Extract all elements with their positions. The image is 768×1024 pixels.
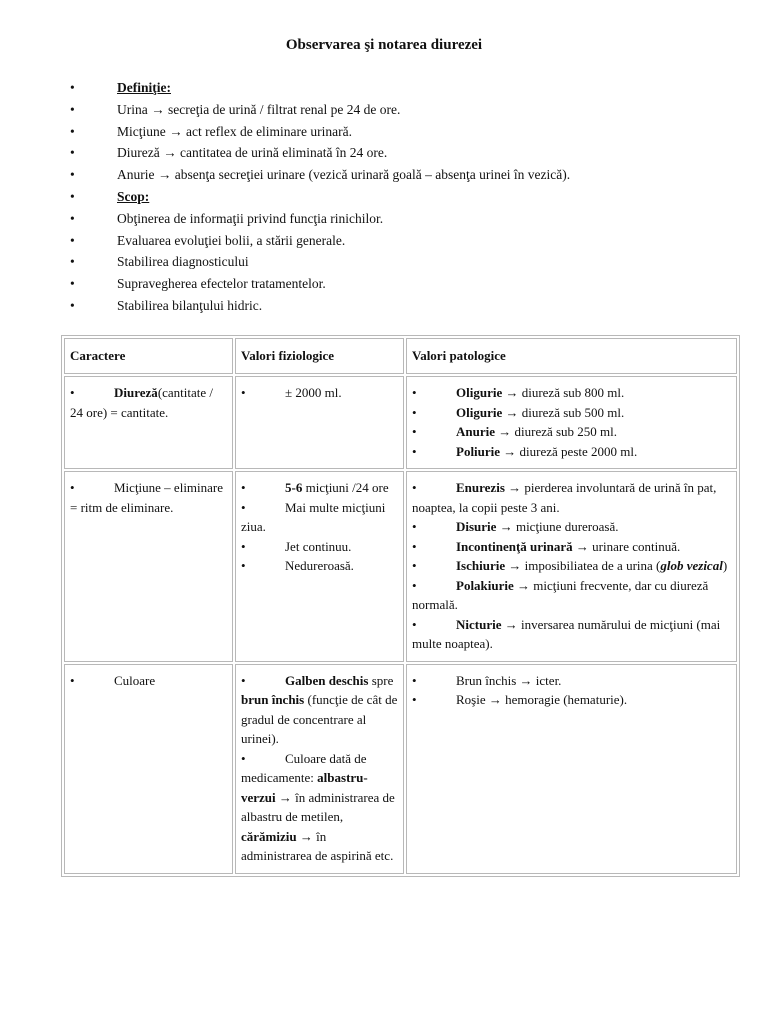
bullet-icon: •	[241, 558, 246, 573]
bullet-icon: •	[412, 519, 417, 534]
cell-text: )	[722, 558, 728, 573]
cell-list-item	[70, 383, 227, 422]
list-item	[70, 142, 570, 164]
cell-text: → diureză sub 800 ml.	[502, 385, 625, 400]
table-cell	[64, 471, 233, 662]
section-heading: Scop:	[117, 188, 150, 204]
cell-text: → pierderea involuntară de urină în pat, noaptea, la copii peste 3 ani.	[412, 480, 717, 515]
table-cell	[235, 664, 404, 874]
cell-list-item	[70, 478, 227, 517]
list-item	[70, 208, 570, 230]
cell-text: Disurie	[456, 519, 497, 534]
cell-text: Culoare	[114, 672, 156, 688]
section-heading-item	[70, 77, 570, 99]
bullet-icon: •	[412, 558, 417, 573]
bullet-icon: •	[70, 232, 75, 248]
bullet-icon: •	[241, 750, 246, 766]
diureza-table	[61, 335, 740, 877]
cell-text: → micţiuni frecvente, dar cu diureză normală.	[412, 577, 709, 612]
header-valori-fiziologice: Valori fiziologice	[235, 338, 404, 374]
list-item-text: Supravegherea efectelor tratamentelor.	[117, 276, 326, 292]
cell-text: → diureză sub 250 ml.	[495, 424, 618, 439]
list-item	[70, 230, 570, 252]
cell-list-item	[412, 556, 731, 576]
cell-list-item	[70, 671, 227, 691]
cell-list-item	[412, 517, 731, 537]
list-item	[70, 121, 570, 143]
list-item-text: Urina → secreţia de urină / filtrat renal pe 24 de ore.	[117, 101, 401, 117]
header-caractere: Caractere	[64, 338, 233, 374]
bullet-icon: •	[412, 443, 417, 459]
cell-text: → diureză peste 2000 ml.	[500, 443, 638, 459]
bullet-icon: •	[70, 254, 75, 270]
bullet-icon: •	[412, 404, 417, 420]
cell-text: Nedureroasă.	[285, 558, 354, 573]
cell-text: → imposibiliatea de a urina (	[505, 558, 661, 573]
bullet-icon: •	[70, 167, 75, 183]
bullet-icon: •	[241, 385, 246, 400]
cell-text: Anurie	[456, 424, 495, 439]
list-item	[70, 251, 570, 273]
table-cell	[406, 664, 737, 874]
cell-text: Incontinenţă urinară	[456, 538, 573, 554]
cell-text: albastru-verzui	[241, 770, 368, 805]
cell-list-item	[412, 383, 731, 403]
section-heading-item	[70, 186, 570, 208]
list-item-text: Stabilirea diagnosticului	[117, 254, 249, 270]
table-cell	[235, 376, 404, 469]
table-row-diureza	[64, 376, 737, 469]
cell-text: Ischiurie	[456, 558, 506, 573]
cell-text: Micţiune – eliminare = ritm de eliminare.	[70, 480, 224, 515]
table-cell	[235, 471, 404, 662]
cell-list-item	[412, 537, 731, 557]
table-header-row	[64, 338, 737, 374]
cell-text: Brun închis → icter.	[456, 672, 562, 688]
cell-list-item	[412, 442, 731, 462]
cell-text: Jet continuu.	[285, 538, 352, 554]
cell-text: Oligurie	[456, 385, 503, 400]
cell-text: Polakiurie	[456, 577, 514, 593]
list-item-text: Diureză → cantitatea de urină eliminată în 24 ore.	[117, 145, 388, 161]
table-cell	[406, 376, 737, 469]
bullet-icon: •	[70, 101, 75, 117]
bullet-icon: •	[70, 672, 75, 688]
bullet-icon: •	[70, 276, 75, 292]
cell-text: brun închis	[241, 692, 305, 707]
list-item-text: Stabilirea bilanţului hidric.	[117, 297, 263, 313]
list-item	[70, 295, 570, 317]
cell-text: cărămiziu	[241, 828, 297, 844]
bullet-icon: •	[70, 210, 75, 226]
bullet-icon: •	[70, 297, 75, 313]
cell-list-item	[241, 478, 398, 498]
cell-text: Mai multe micţiuni ziua.	[241, 499, 386, 534]
bullet-icon: •	[70, 385, 75, 400]
list-item	[70, 273, 570, 295]
document-title: Observarea şi notarea diurezei	[285, 37, 483, 53]
list-item-text: Evaluarea evoluţiei bolii, a stării generale.	[117, 232, 346, 248]
cell-text: glob vezical	[660, 558, 723, 573]
table-row-culoare	[64, 664, 737, 874]
table-cell	[64, 664, 233, 874]
bullet-icon: •	[241, 538, 246, 554]
cell-list-item	[412, 422, 731, 442]
cell-text: → diureză sub 500 ml.	[502, 404, 625, 420]
cell-text: Poliurie	[456, 443, 501, 459]
section-heading: Definiţie:	[117, 80, 171, 95]
list-item-text: Obţinerea de informaţii privind funcţia rinichilor.	[117, 210, 384, 226]
bullet-icon: •	[241, 672, 246, 688]
cell-text: → în administrarea de albastru de metilen,	[241, 789, 395, 824]
list-item-text: Micţiune → act reflex de eliminare urinară.	[117, 123, 353, 139]
bullet-icon: •	[70, 188, 75, 204]
table-cell	[406, 471, 737, 662]
cell-list-item	[412, 403, 731, 423]
cell-text: → în administrarea de aspirină etc.	[241, 828, 394, 863]
cell-text: → urinare continuă.	[572, 538, 681, 554]
cell-text: → micţiune dureroasă.	[496, 519, 619, 534]
cell-text: Diureză	[114, 385, 158, 400]
cell-list-item	[412, 478, 731, 517]
header-valori-patologice: Valori patologice	[406, 338, 737, 374]
cell-text: spre	[368, 672, 394, 688]
cell-list-item	[241, 556, 398, 576]
bullet-icon: •	[70, 480, 75, 495]
table-row-mictiune	[64, 471, 737, 662]
bullet-icon: •	[412, 692, 417, 707]
intro-list	[70, 77, 570, 317]
cell-text: (funcţie de cât de gradul de concentrare al urinei).	[241, 692, 398, 746]
cell-list-item	[241, 749, 398, 866]
cell-text: micţiuni /24 ore	[302, 480, 389, 495]
bullet-icon: •	[412, 538, 417, 554]
bullet-icon: •	[241, 499, 246, 515]
cell-text: Culoare dată de medicamente:	[241, 750, 367, 785]
cell-list-item	[412, 615, 731, 654]
bullet-icon: •	[412, 480, 417, 495]
cell-list-item	[241, 498, 398, 537]
cell-list-item	[241, 537, 398, 557]
cell-text: 5-6	[285, 480, 303, 495]
cell-text: Galben deschis	[285, 672, 369, 688]
cell-text: → inversarea numărului de micţiuni (mai multe noaptea).	[412, 616, 721, 651]
bullet-icon: •	[412, 385, 417, 400]
bullet-icon: •	[412, 672, 417, 688]
bullet-icon: •	[70, 123, 75, 139]
bullet-icon: •	[241, 480, 246, 495]
cell-list-item	[412, 671, 731, 691]
bullet-icon: •	[70, 145, 75, 161]
cell-text: Roşie → hemoragie (hematurie).	[456, 692, 628, 707]
bullet-icon: •	[70, 80, 75, 95]
cell-list-item	[412, 576, 731, 615]
cell-list-item	[241, 383, 398, 403]
cell-text: ± 2000 ml.	[285, 385, 342, 400]
bullet-icon: •	[412, 616, 417, 632]
list-item	[70, 99, 570, 121]
bullet-icon: •	[412, 424, 417, 439]
cell-text: Oligurie	[456, 404, 503, 420]
bullet-icon: •	[412, 577, 417, 593]
cell-text: Enurezis	[456, 480, 505, 495]
table-cell	[64, 376, 233, 469]
cell-list-item	[241, 671, 398, 749]
list-item	[70, 164, 570, 186]
list-item-text: Anurie → absenţa secreţiei urinare (vezică urinară goală – absenţa urinei în vezică).	[117, 167, 571, 183]
cell-list-item	[412, 690, 731, 710]
cell-text: Nicturie	[456, 616, 502, 632]
cell-text: (cantitate / 24 ore) = cantitate.	[70, 385, 214, 420]
